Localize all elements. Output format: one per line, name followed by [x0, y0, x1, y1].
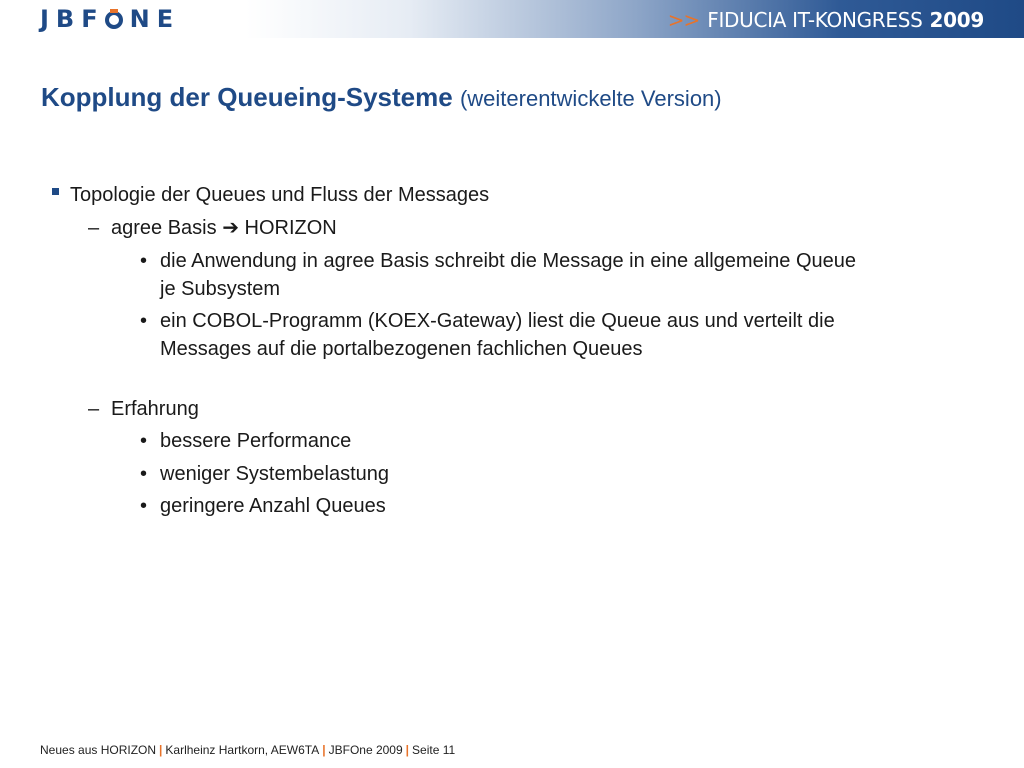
- bullet-topologie: Topologie der Queues und Fluss der Messages: [70, 184, 490, 206]
- right-arrow-icon: ➔: [222, 217, 239, 239]
- dot-marker: •: [140, 430, 148, 452]
- agree-basis-text: agree Basis: [111, 217, 217, 239]
- footer-page: Seite 11: [412, 743, 456, 757]
- footer-separator: |: [159, 743, 163, 757]
- title-main: Kopplung der Queueing-Systeme: [41, 82, 453, 112]
- sub-bullet-cobol-line1: ein COBOL-Programm (KOEX-Gateway) liest die Queue aus und verteilt die: [160, 310, 835, 332]
- sub-bullet-cobol-line2: Messages auf die portalbezogenen fachlichen Queues: [160, 338, 643, 360]
- sub-bullet-queues: geringere Anzahl Queues: [160, 495, 386, 517]
- footer-topic: Neues aus HORIZON: [40, 743, 157, 757]
- bullet-erfahrung: Erfahrung: [111, 398, 199, 420]
- sub-bullet-anwendung-line2: je Subsystem: [160, 278, 281, 300]
- dot-marker: •: [140, 250, 148, 272]
- congress-name: FIDUCIA IT-KONGRESS: [707, 8, 923, 32]
- dot-marker: •: [140, 495, 148, 517]
- bullet-agree-horizon: [111, 214, 337, 242]
- dot-marker: •: [140, 463, 148, 485]
- congress-year: 2009: [929, 8, 984, 32]
- footer-separator: |: [405, 743, 410, 757]
- sub-bullet-systembelastung: weniger Systembelastung: [160, 463, 390, 485]
- dash-marker: –: [88, 398, 100, 420]
- footer-event: JBFOne 2009: [328, 743, 403, 757]
- dash-marker: –: [88, 217, 100, 239]
- horizon-text: HORIZON: [244, 217, 337, 239]
- footer-author: Karlheinz Hartkorn, AEW6TA: [165, 743, 320, 757]
- logo-text: JBF: [40, 5, 105, 33]
- dot-marker: •: [140, 310, 148, 332]
- double-arrow-icon: >>: [667, 8, 700, 32]
- slide-footer: [40, 742, 455, 758]
- title-sub: (weiterentwickelte Version): [459, 86, 722, 111]
- square-bullet-icon: [52, 188, 59, 195]
- sub-bullet-anwendung-line1: die Anwendung in agree Basis schreibt die Message in eine allgemeine Queue: [160, 250, 857, 272]
- logo-text-end: NE: [129, 5, 181, 33]
- footer-separator: |: [322, 743, 326, 757]
- sub-bullet-performance: bessere Performance: [160, 430, 352, 452]
